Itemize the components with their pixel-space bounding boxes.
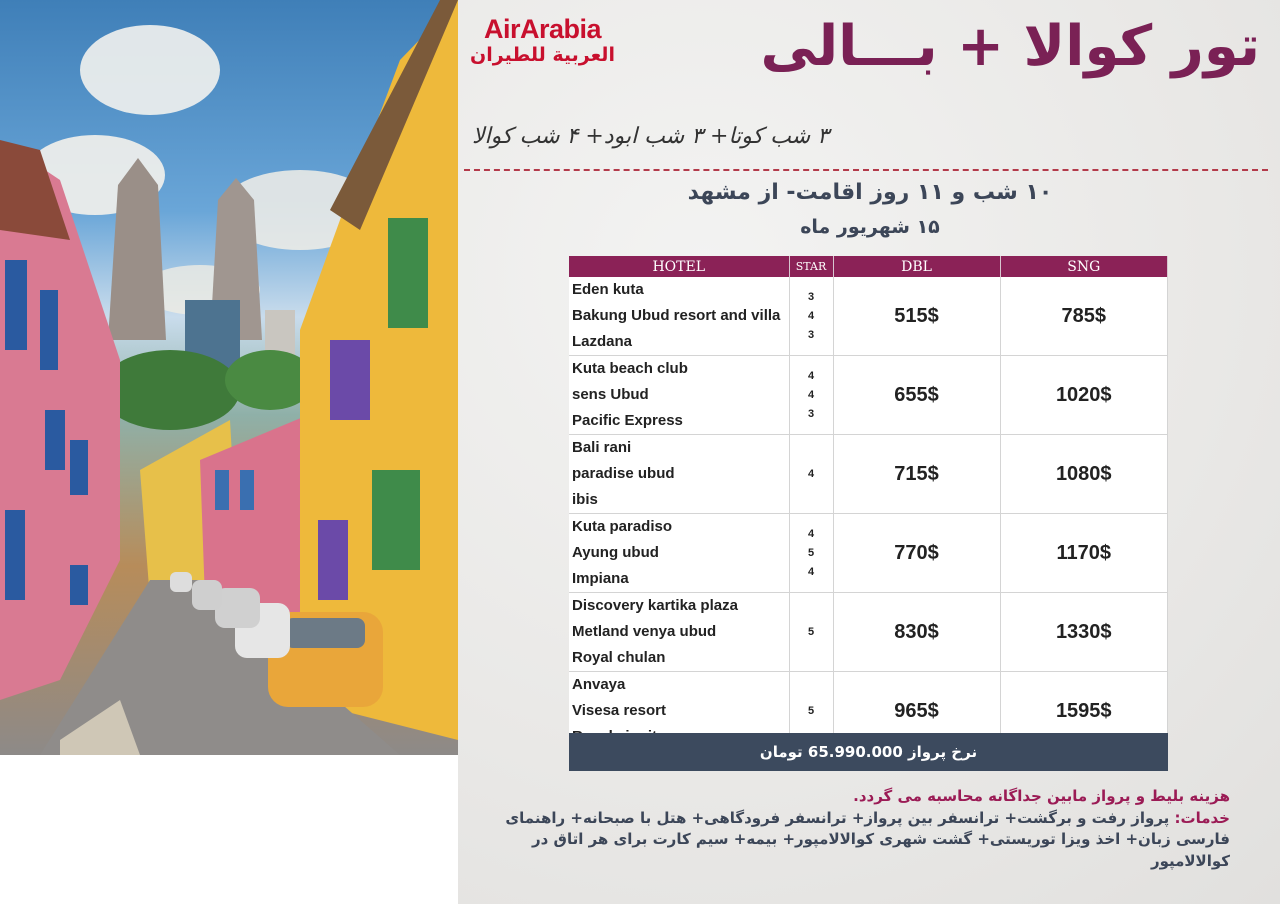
header-dbl: DBL [833,256,1000,277]
star-rating: 5 [807,546,815,559]
ticket-note: هزینه بلیط و پرواز مابین جداگانه محاسبه می گردد. [853,787,1230,805]
star-rating: 3 [807,290,815,303]
hotel-name: Kuta beach club [572,360,688,377]
hotel-name: Discovery kartika plaza [572,597,738,614]
table-row [569,435,1168,514]
sng-price: 1170$ [1000,514,1168,593]
hotel-name: Bali rani [572,439,632,456]
hotel-name: Metland venya ubud [572,623,717,640]
sng-price: 1080$ [1000,435,1168,514]
table-row [569,277,1168,356]
hotel-name: paradise ubud [572,465,675,482]
notes-section [500,786,1230,872]
services-label: خدمات: [1174,808,1230,827]
star-rating: 5 [807,704,815,717]
stars-cell [789,356,833,435]
sng-price: 785$ [1000,277,1168,356]
hotel-name: Impiana [572,570,629,587]
logo-text-ar: العربية للطيران [470,44,615,66]
sng-price: 1595$ [1000,672,1168,751]
hotel-name: sens Ubud [572,386,649,403]
star-rating: 3 [807,328,815,341]
sng-price: 1330$ [1000,593,1168,672]
header-star: STAR [789,256,833,277]
hotels-cell [569,356,789,435]
star-rating: 4 [807,388,815,401]
star-rating: 5 [807,625,815,638]
airarabia-logo [470,14,615,70]
hotel-name: Eden kuta [572,281,644,298]
services-text: پرواز رفت و برگشت+ ترانسفر بین پرواز+ ترانسفر فرودگاهی+ هتل با صبحانه+ راهنمای فارسی زبان+ اخذ ویزا توریستی+ گشت شهری کوالالامپور+ بیمه+ سیم کارت برای هر اتاق در کوالالامپور [505,808,1230,870]
street-illustration [0,0,458,755]
tour-duration: ۱۰ شب و ۱۱ روز اقامت- از مشهد [687,180,1053,205]
dbl-price: 715$ [833,435,1000,514]
table-header-row [569,256,1168,277]
tour-title: تور کوالا + بـــالی [760,14,1260,79]
hotels-cell [569,435,789,514]
hotels-cell [569,514,789,593]
flight-price-bar: نرخ پرواز 65.990.000 تومان [569,733,1168,771]
hotel-name: Royal chulan [572,649,666,666]
hotel-price-table [569,256,1168,751]
nights-breakdown: ۳ شب کوتا+ ۳ شب ابود+ ۴ شب کوالا [472,124,829,149]
hotel-name: Pacific Express [572,412,683,429]
dbl-price: 515$ [833,277,1000,356]
stars-cell [789,514,833,593]
services-paragraph [500,808,1230,873]
dbl-price: 655$ [833,356,1000,435]
stars-cell [789,593,833,672]
stars-cell [789,277,833,356]
table-row [569,356,1168,435]
hotel-name: Kuta paradiso [572,518,673,535]
hotel-name: Visesa resort [572,702,666,719]
hotel-name: Ayung ubud [572,544,659,561]
dbl-price: 770$ [833,514,1000,593]
star-rating: 4 [807,527,815,540]
tour-date: ۱۵ شهریور ماه [800,216,940,238]
sng-price: 1020$ [1000,356,1168,435]
hotel-name: ibis [572,491,598,508]
header-sng: SNG [1000,256,1168,277]
star-rating: 3 [807,407,815,420]
star-rating: 4 [807,309,815,322]
dbl-price: 830$ [833,593,1000,672]
hotel-name: Lazdana [572,333,633,350]
hotels-cell [569,593,789,672]
dbl-price: 965$ [833,672,1000,751]
stars-cell [789,435,833,514]
star-rating: 4 [807,565,815,578]
star-rating: 4 [807,467,815,480]
hotel-name: Bakung Ubud resort and villa [572,307,781,324]
logo-text-en: AirArabia [483,14,602,44]
hotels-cell [569,277,789,356]
dashed-divider [464,169,1268,171]
star-rating: 4 [807,369,815,382]
table-row [569,593,1168,672]
hotel-name: Anvaya [572,676,626,693]
header-hotel: HOTEL [569,256,789,277]
table-row [569,514,1168,593]
